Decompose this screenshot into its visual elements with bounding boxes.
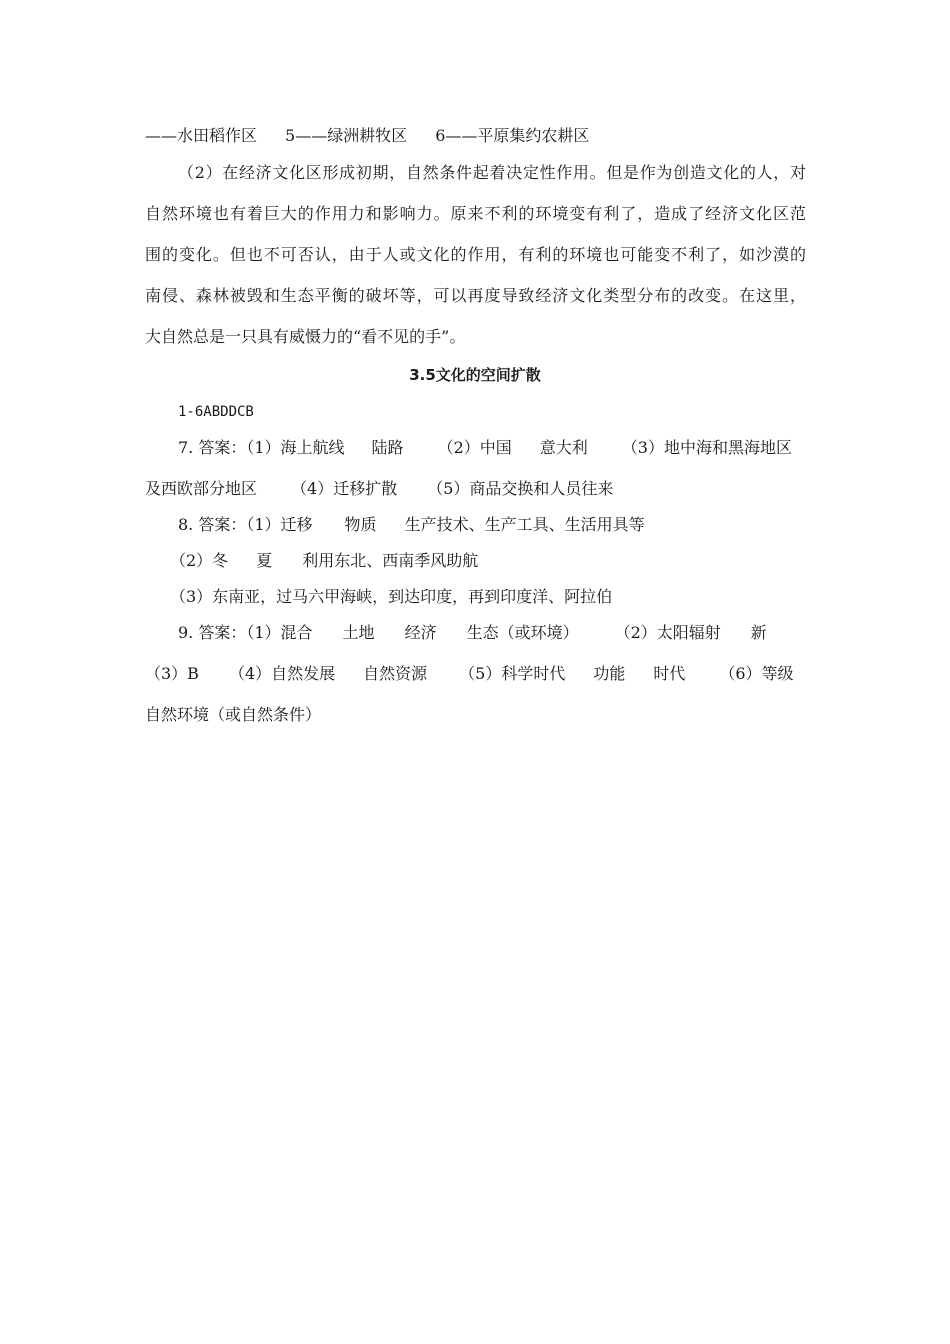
answer-7-line-1 [178,437,792,459]
answer-part: 生态（或环境） [466,623,579,642]
answer-part: 利用东北、西南季风助航 [302,551,479,570]
answer-part: （5）科学时代 [459,664,566,683]
answer-part: 及西欧部分地区 [145,479,258,498]
answer-part: （2）中国 [437,438,512,457]
answer-part: 土地 [342,623,375,642]
section-title: 3.5文化的空间扩散 [409,366,541,384]
answer-1-6: 1-6ABDDCB [178,404,254,420]
paragraph-line: 南侵、森林被毁和生态平衡的破坏等，可以再度导致经济文化类型分布的改变。在这里， [145,286,806,305]
answer-part: （2）冬 [170,551,229,570]
answer-8-line-3 [170,586,612,608]
answer-part: （3）地中海和黑海地区 [621,438,792,457]
answer-8-line-1 [178,514,645,536]
paragraph-line: 围的变化。但也不可否认，由于人或文化的作用，有利的环境也可能变不利了，如沙漠的 [145,245,806,264]
answer-part: （6）等级 [719,664,794,683]
answer-part: 夏 [256,551,273,570]
answer-line-zones [145,125,589,147]
answer-part: 物质 [344,515,377,534]
answer-part: （5）商品交换和人员往来 [427,479,614,498]
answer-9-line-2 [145,663,794,685]
paragraph-line: （2）在经济文化区形成初期，自然条件起着决定性作用。但是作为创造文化的人，对 [178,163,806,182]
zone-5: 5——绿洲耕牧区 [285,126,408,145]
answer-part: （4）自然发展 [228,664,336,683]
answer-9-line-1 [178,622,767,644]
paragraph-line: 自然环境也有着巨大的作用力和影响力。原来不利的环境变有利了，造成了经济文化区范 [145,204,806,223]
answer-part: （2）太阳辐射 [614,623,721,642]
answer-part: 时代 [653,664,686,683]
answer-part: 经济 [404,623,437,642]
answer-part: （3）B [145,664,199,683]
answer-part: 生产技术、生产工具、生活用具等 [404,515,645,534]
answer-part: 9. 答案：（1）混合 [178,623,313,642]
answer-part: 8. 答案：（1）迁移 [178,515,313,534]
answer-part: 新 [750,623,767,642]
answer-9-line-3 [145,704,321,726]
answer-8-line-2 [170,550,478,572]
answer-part: 自然资源 [363,664,428,683]
answer-part: 功能 [593,664,626,683]
answer-part: 7. 答案：（1）海上航线 [178,438,345,457]
answer-part: （4）迁移扩散 [291,479,398,498]
answer-part: 陆路 [371,438,404,457]
zone-6: 6——平原集约农耕区 [435,126,590,145]
zone-4: ——水田稻作区 [145,126,258,145]
answer-part: 自然环境（或自然条件） [145,705,322,724]
answer-part: 意大利 [539,438,588,457]
paragraph-line: 大自然总是一只具有威慑力的“看不见的手”。 [145,327,466,346]
answer-7-line-2 [145,478,613,500]
answer-part: （3）东南亚，过马六甲海峡，到达印度，再到印度洋、阿拉伯 [170,587,613,606]
